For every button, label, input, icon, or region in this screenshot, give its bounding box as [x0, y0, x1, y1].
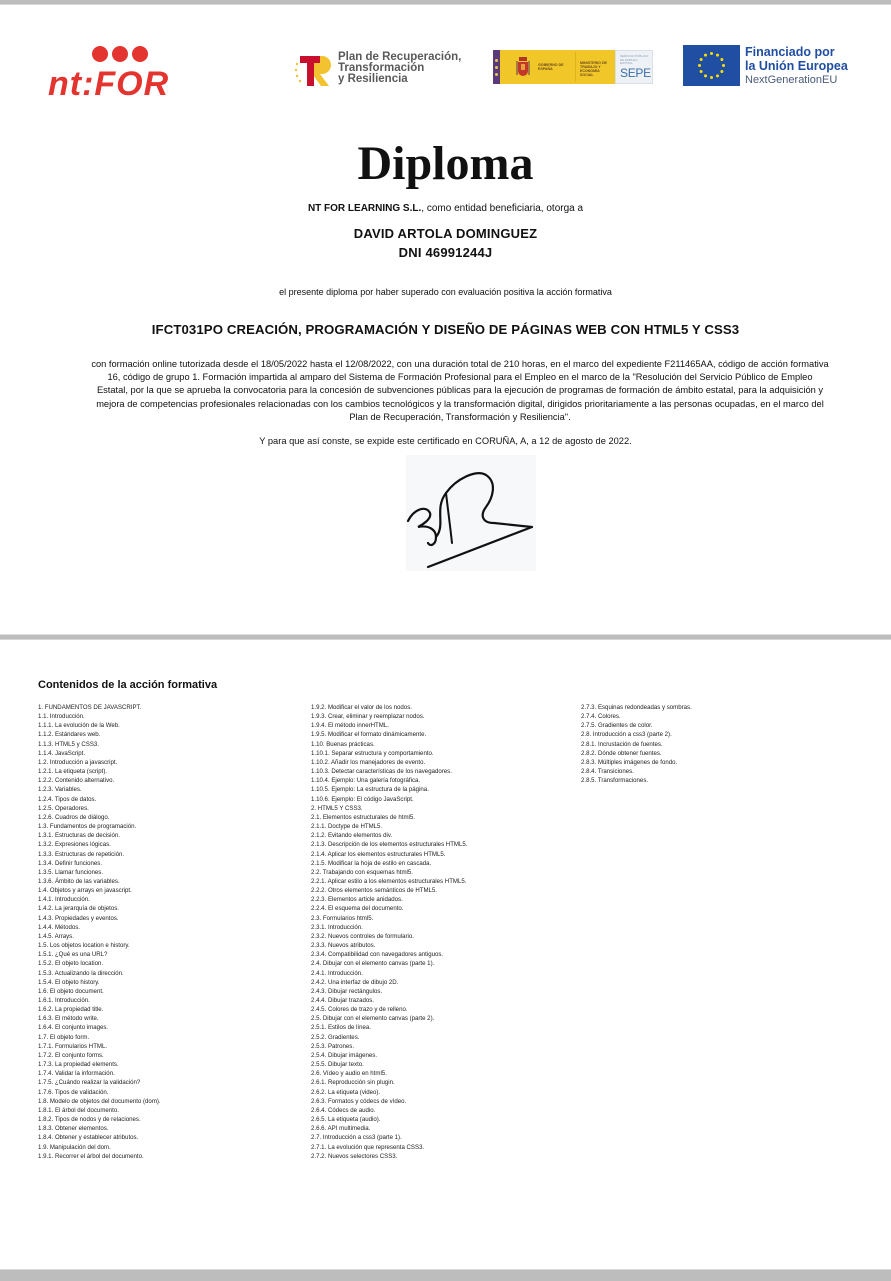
eu-funding-logo — [683, 45, 863, 87]
contents-item: 1.9.3. Crear, eliminar y reemplazar nodos. — [311, 713, 425, 721]
contents-item: 1.3.3. Estructuras de repetición. — [38, 850, 125, 858]
contents-item: 2.1.5. Modificar la hoja de estilo en cascada. — [311, 859, 432, 867]
contents-item: 2.5.3. Patrones. — [311, 1042, 355, 1050]
contents-item: 1.4.5. Arrays. — [38, 932, 74, 940]
eu-star-icon — [700, 70, 703, 73]
eu-star-icon — [720, 58, 723, 61]
contents-item: 2.3. Formularios html5. — [311, 914, 374, 922]
contents-item: 1.7.5. ¿Cuándo realizar la validación? — [38, 1079, 141, 1087]
gobierno-espana-text: GOBIERNO DE ESPAÑA — [538, 63, 564, 71]
contents-item: 2.6.5. La etiqueta (audio). — [311, 1116, 381, 1124]
contents-item: 2.5.5. Dibujar texto. — [311, 1061, 364, 1069]
contents-item: 2.8.2. Dónde obtener fuentes. — [581, 749, 662, 757]
contents-item: 1.1. Introducción. — [38, 713, 85, 721]
eu-star-icon — [716, 74, 719, 77]
signature-icon — [406, 455, 536, 571]
contents-item: 1.1.1. La evolución de la Web. — [38, 722, 120, 730]
contents-item: 2.4.3. Dibujar rectángulos. — [311, 987, 383, 995]
eu-star-icon — [716, 54, 719, 57]
contents-item: 2.4.4. Dibujar trazados. — [311, 997, 375, 1004]
contents-item: 1.4. Objetos y arrays en javascript. — [38, 887, 132, 895]
eu-next-generation: NextGenerationEU — [745, 74, 838, 86]
contents-item: 1.10.2. Añadir los manejadores de evento. — [311, 758, 426, 766]
paragraph-line: Estatal, por la que se aprueba la convocatoria para la concesión de subvenciones públicas para la ejecución de programas de formación de ámbito estatal, para la adquisición y — [96, 385, 824, 396]
paragraph-line: con formación online tutorizada desde el 18/05/2022 hasta el 12/08/2022, con una duración total de 210 horas, en el marco del expediente F211465AA, código de acción formativa — [91, 359, 829, 369]
course-details-paragraph — [80, 358, 840, 424]
contents-item: 1.10.6. Ejemplo: El código JavaScript. — [311, 795, 414, 803]
contents-item: 1.7.1. Formularios HTML. — [38, 1042, 108, 1050]
contents-item: 2.6.4. Códecs de audio. — [311, 1106, 376, 1114]
recovery-plan-line-3: y Resiliencia — [338, 73, 408, 85]
contents-item: 1.4.4. Métodos. — [38, 923, 81, 931]
contents-item: 2.8.5. Transformaciones. — [581, 777, 649, 785]
spain-stripe-icon — [493, 50, 500, 84]
contents-item: 2.6.2. La etiqueta (video). — [311, 1088, 381, 1096]
contents-item: 1.7.4. Validar la información. — [38, 1070, 115, 1078]
contents-item: 1.2. Introducción a javascript. — [38, 758, 118, 766]
contents-item: 2. HTML5 Y CSS3. — [311, 804, 363, 812]
contents-item: 2.4.1. Introducción. — [311, 969, 363, 977]
contents-item: 2.8.1. Incrustación de fuentes. — [581, 740, 663, 748]
contents-item: 1.8. Modelo de objetos del documento (dom). — [38, 1097, 161, 1105]
ministerio-text: MINISTERIO DE TRABAJO Y ECONOMÍA SOCIAL — [580, 61, 607, 77]
eu-star-icon — [710, 52, 713, 55]
contents-item: 1.10. Buenas prácticas. — [311, 740, 375, 748]
recipient-dni: DNI 46991244J — [398, 245, 493, 260]
contents-item: 1.2.6. Cuadros de diálogo. — [38, 813, 110, 821]
recipient-name: DAVID ARTOLA DOMINGUEZ — [353, 226, 538, 241]
contents-item: 1.9.5. Modificar el formato dinámicamente. — [311, 731, 427, 739]
contents-item: 1.5.2. El objeto location. — [38, 960, 104, 968]
eu-star-icon — [704, 74, 707, 77]
contents-item: 1.6.2. La propiedad title. — [38, 1006, 104, 1014]
contents-item: 2.7.4. Colores. — [581, 713, 621, 721]
contents-item: 1.9.2. Modificar el valor de los nodos. — [311, 704, 412, 711]
contents-item: 1.2.2. Contenido alternativo. — [38, 777, 115, 785]
page-separator — [0, 634, 891, 640]
contents-item: 2.1.4. Aplicar los elementos estructurales HTML5. — [311, 850, 446, 858]
contents-item: 1.10.5. Ejemplo: La estructura de la página. — [311, 786, 429, 794]
contents-item: 2.1. Elementos estructurales de html5. — [311, 813, 415, 821]
contents-item: 2.7.3. Esquinas redondeadas y sombras. — [581, 704, 692, 711]
contents-item: 2.8.3. Múltiples imágenes de fondo. — [581, 758, 678, 766]
contents-item: 2.5.2. Gradientes. — [311, 1033, 360, 1041]
recovery-plan-line-1: Plan de Recuperación, — [338, 51, 462, 63]
contents-item: 1.2.1. La etiqueta (script). — [38, 768, 108, 776]
contents-item: 1.5.3. Actualizando la dirección. — [38, 969, 124, 977]
contents-item: 2.3.3. Nuevos atributos. — [311, 942, 376, 950]
contents-item: 2.8.4. Transiciones. — [581, 768, 634, 776]
contents-item: 1.6. El objeto document. — [38, 987, 104, 995]
contents-item: 1.3.5. Llamar funciones. — [38, 868, 104, 876]
contents-item: 2.1.1. Doctype de HTML5. — [311, 823, 383, 831]
contents-item: 1.6.3. El método write. — [38, 1015, 99, 1023]
contents-item: 1.4.2. La jerarquía de objetos. — [38, 905, 119, 913]
contents-item: 2.6.1. Reproducción sin plugin. — [311, 1079, 395, 1087]
sepe-full-name: SERVICIO PÚBLICO DE EMPLEO ESTATAL — [620, 54, 649, 65]
contents-item: 1.2.3. Variables. — [38, 786, 82, 794]
contents-item: 1.3.1. Estructuras de decisión. — [38, 832, 120, 840]
course-title: IFCT031PO CREACIÓN, PROGRAMACIÓN Y DISEÑO DE PÁGINAS WEB CON HTML5 Y CSS3 — [151, 322, 740, 337]
contents-item: 1.10.3. Detectar características de los navegadores. — [311, 768, 452, 776]
grantor-text: , como entidad beneficiaria, otorga a — [421, 203, 584, 214]
contents-item: 1.2.4. Tipos de datos. — [38, 795, 97, 803]
recovery-plan-tr-icon — [294, 54, 332, 86]
contents-item: 2.2.4. El esquema del documento. — [311, 905, 404, 913]
grantor-name: NT FOR LEARNING S.L. — [307, 203, 422, 214]
contents-item: 1.7.3. La propiedad elements. — [38, 1061, 119, 1069]
contents-item: 1.1.2. Estándares web. — [38, 731, 101, 739]
ntfor-logo — [48, 44, 200, 106]
sepe-label: SEPE — [620, 66, 651, 80]
contents-item: 1.9.1. Recorrer el árbol del documento. — [38, 1152, 144, 1160]
contents-item: 1.3.2. Expresiones lógicas. — [38, 841, 111, 849]
eu-funded-line-1: Financiado por — [745, 45, 835, 59]
contents-item: 1.2.5. Operadores. — [38, 804, 89, 812]
contents-item: 1.8.1. El árbol del documento. — [38, 1106, 119, 1114]
contents-item: 1.1.4. JavaScript. — [38, 749, 86, 757]
contents-item: 2.4.2. Una interfaz de dibujo 2D. — [311, 978, 399, 986]
contents-item: 1.7.6. Tipos de validación. — [38, 1088, 109, 1096]
contents-item: 2.7.2. Nuevos selectores CSS3. — [311, 1152, 398, 1160]
contents-item: 2.6.6. API multimedia. — [311, 1125, 371, 1133]
contents-item: 1.8.4. Obtener y establecer atributos. — [38, 1134, 139, 1142]
contents-item: 2.1.3. Descripción de los elementos estructurales HTML5. — [311, 841, 468, 849]
issue-statement: Y para que así conste, se expide este certificado en CORUÑA, A, a 12 de agosto de 2022. — [259, 436, 632, 446]
government-sepe-logo — [493, 50, 653, 84]
eu-star-icon — [698, 64, 701, 67]
eu-star-icon — [710, 76, 713, 79]
page-separator-top — [0, 0, 891, 5]
contents-item: 2.7. Introducción a css3 (parte 1). — [311, 1134, 402, 1142]
eu-flag-icon — [683, 45, 740, 86]
contents-item: 2.1.2. Evitando elementos div. — [311, 832, 393, 840]
contents-item: 1.9. Manipulación del dom. — [38, 1143, 111, 1151]
eu-star-icon — [722, 64, 725, 67]
contents-item: 1.3.6. Ámbito de las variables. — [38, 877, 120, 885]
contents-item: 1.7.2. El conjunto forms. — [38, 1051, 104, 1059]
contents-item: 2.2.1. Aplicar estilo a los elementos estructurales HTML5. — [311, 877, 467, 885]
contents-item: 2.6. Vídeo y audio en html5. — [311, 1070, 387, 1078]
eu-star-icon — [700, 58, 703, 61]
diploma-intro: el presente diploma por haber superado con evaluación positiva la acción formativa — [279, 287, 612, 297]
contents-item: 1.9.4. El método innerHTML. — [311, 722, 389, 730]
eu-funded-line-2: la Unión Europea — [745, 59, 848, 73]
contents-item: 1.7. El objeto form. — [38, 1033, 90, 1041]
contents-item: 1.8.2. Tipos de nodos y de relaciones. — [38, 1116, 141, 1124]
contents-item: 2.6.3. Formatos y códecs de vídeo. — [311, 1097, 407, 1105]
contents-item: 1.4.1. Introducción. — [38, 896, 90, 904]
paragraph-line: Plan de Recuperación, Transformación y Resiliencia". — [349, 411, 571, 422]
paragraph-line: mejora de competencias profesionales relacionadas con los cambios tecnológicos y la transformación digital, dirigidos prioritariamente a las personas ocupadas, en el marco del — [96, 398, 824, 409]
contents-item: 2.2.3. Elementos article anidados. — [311, 896, 403, 904]
contents-item: 2.8. Introducción a css3 (parte 2). — [581, 731, 672, 739]
contents-item: 2.3.1. Introducción. — [311, 923, 363, 931]
contents-item: 1.5. Los objetos location e history. — [38, 942, 130, 950]
contents-item: 2.3.4. Compatibilidad con navegadores antiguos. — [311, 951, 444, 959]
paragraph-line: 16, código de grupo 1. Formación impartida al amparo del Sistema de Formación Profesional para el Empleo en el marco de la "Resolución del Servicio Público de Empleo — [107, 372, 813, 383]
recovery-plan-line-2: Transformación — [338, 62, 425, 74]
contents-column-1 — [38, 703, 161, 1161]
contents-item: 2.5. Dibujar con el elemento canvas (parte 2). — [311, 1015, 435, 1023]
contents-column-2 — [311, 703, 467, 1161]
contents-item: 1.4.3. Propiedades y eventos. — [38, 914, 119, 922]
ntfor-logo-text: nt:FOR — [48, 65, 170, 103]
contents-item: 2.2.2. Otros elementos semánticos de HTML5. — [311, 887, 437, 895]
recovery-plan-logo — [294, 52, 464, 88]
contents-item: 1.6.4. El conjunto images. — [38, 1024, 109, 1032]
logo-divider — [575, 52, 576, 82]
contents-item: 1.10.4. Ejemplo: Una galería fotográfica. — [311, 777, 421, 785]
contents-column-3 — [581, 703, 692, 785]
contents-item: 2.4. Dibujar con el elemento canvas (parte 1). — [311, 960, 435, 968]
contents-item: 2.5.4. Dibujar imágenes. — [311, 1051, 378, 1059]
contents-item: 2.2. Trabajando con esquemas html5. — [311, 868, 413, 876]
contents-item: 1.5.4. El objeto history. — [38, 978, 100, 986]
eu-star-icon — [704, 54, 707, 57]
page-separator-bottom — [0, 1269, 891, 1281]
contents-item: 2.4.5. Colores de trazo y de relleno. — [311, 1006, 408, 1014]
contents-item: 1.3.4. Definir funciones. — [38, 859, 103, 867]
contents-item: 1.6.1. Introducción. — [38, 997, 90, 1004]
ntfor-dots-icon — [92, 46, 148, 62]
diploma-title: Diploma — [357, 137, 534, 190]
contents-item: 2.5.1. Estilos de línea. — [311, 1024, 371, 1032]
contents-title: Contenidos de la acción formativa — [38, 679, 218, 691]
contents-item: 2.7.1. La evolución que representa CSS3. — [311, 1143, 425, 1151]
contents-item: 1.10.1. Separar estructura y comportamiento. — [311, 749, 434, 757]
contents-item: 1. FUNDAMENTOS DE JAVASCRIPT. — [38, 704, 142, 711]
grantor-line — [0, 203, 891, 214]
spain-coat-of-arms-icon — [516, 55, 530, 79]
contents-item: 2.7.5. Gradientes de color. — [581, 722, 653, 730]
contents-item: 1.3. Fundamentos de programación. — [38, 823, 137, 831]
contents-item: 1.8.3. Obtener elementos. — [38, 1125, 109, 1133]
contents-item: 1.5.1. ¿Qué es una URL? — [38, 951, 108, 959]
eu-star-icon — [720, 70, 723, 73]
contents-item: 2.3.2. Nuevos controles de formulario. — [311, 932, 414, 940]
contents-item: 1.1.3. HTML5 y CSS3. — [38, 740, 99, 748]
